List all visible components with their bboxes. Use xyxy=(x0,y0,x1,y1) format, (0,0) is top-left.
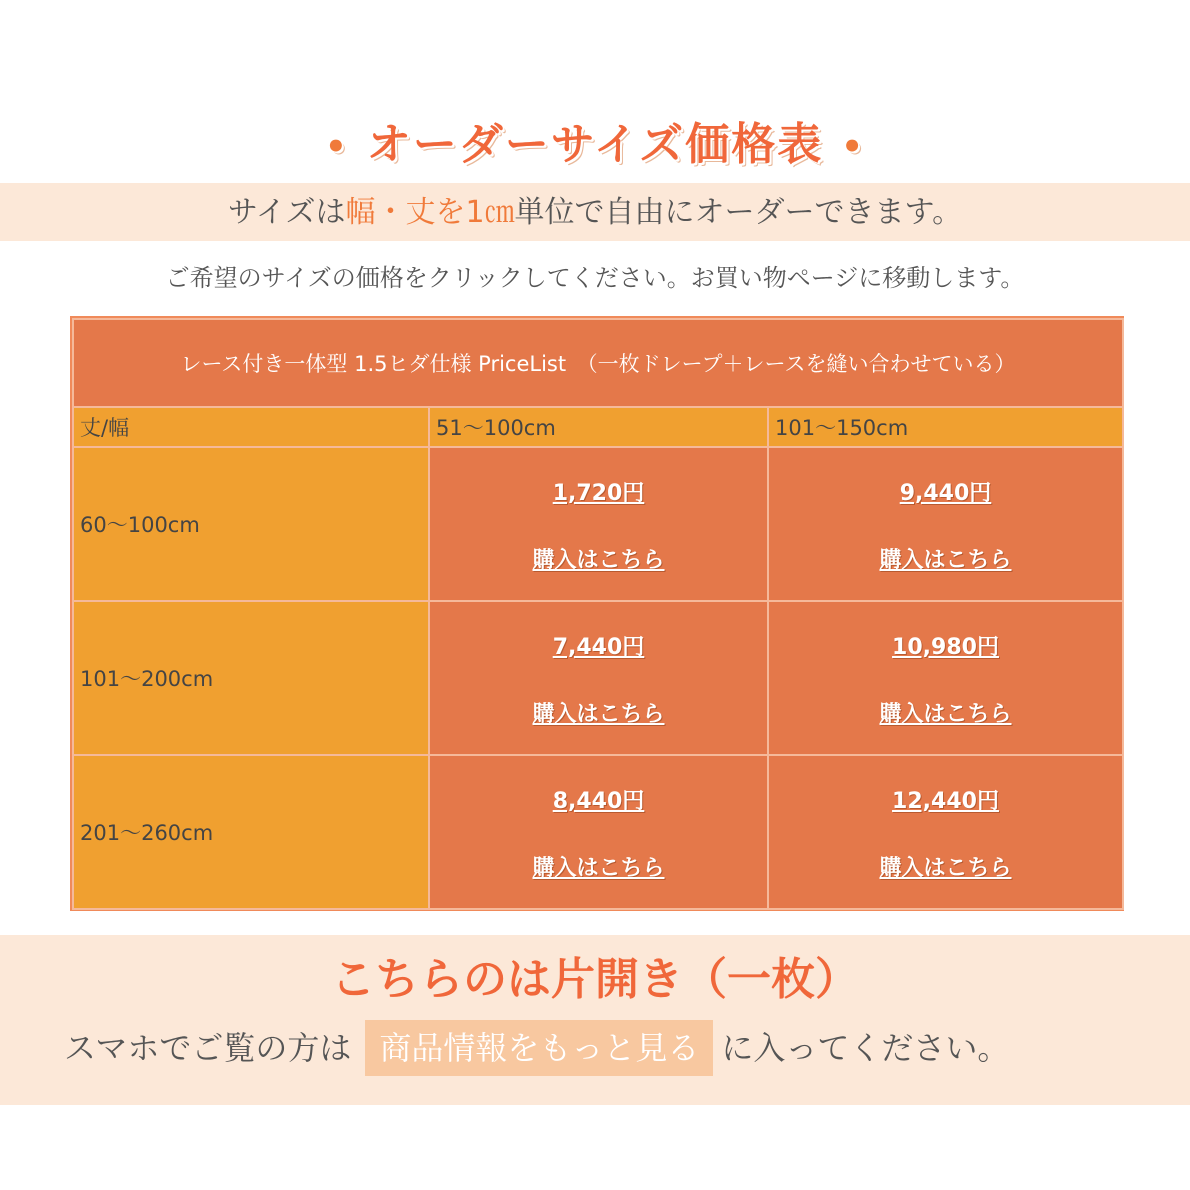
column-header: 51～100cm xyxy=(429,407,768,447)
row-label: 201～260cm xyxy=(73,755,429,909)
bottom-instruction xyxy=(64,1020,1144,1076)
title-text: オーダーサイズ価格表 xyxy=(366,119,824,170)
bottom-text-before: スマホでご覧の方は xyxy=(64,1029,352,1067)
row-label: 60～100cm xyxy=(73,447,429,601)
price-link[interactable]: 12,440円 xyxy=(892,789,999,814)
subtitle-part1: サイズは xyxy=(227,195,346,230)
buy-link[interactable]: 購入はこちら xyxy=(879,702,1012,727)
price-link[interactable]: 10,980円 xyxy=(892,635,999,660)
bottom-title: こちらのは片開き（一枚） xyxy=(331,954,859,1005)
instruction-text: ご希望のサイズの価格をクリックしてください。お買い物ページに移動します。 xyxy=(165,264,1025,292)
price-link[interactable]: 8,440円 xyxy=(552,789,645,814)
price-link[interactable]: 7,440円 xyxy=(552,635,645,660)
table-row xyxy=(73,601,1123,755)
bottom-text-after: に入ってください。 xyxy=(721,1029,1010,1067)
price-link[interactable]: 9,440円 xyxy=(899,481,992,506)
price-cell xyxy=(768,601,1123,755)
subtitle-part3: 単位で自由にオーダーできます。 xyxy=(514,195,963,230)
buy-link[interactable]: 購入はこちら xyxy=(879,548,1012,573)
subtitle xyxy=(0,188,1190,238)
title-dot-left: • xyxy=(325,127,349,167)
page-title xyxy=(0,108,1190,168)
table-caption: レース付き一体型 1.5ヒダ仕様 PriceList （一枚ドレープ＋レースを縫い合わせている） xyxy=(73,319,1123,407)
price-table xyxy=(72,318,1124,910)
row-label: 101～200cm xyxy=(73,601,429,755)
subtitle-highlight: 幅・丈を1㎝ xyxy=(345,195,515,230)
price-cell xyxy=(768,447,1123,601)
corner-label: 丈/幅 xyxy=(73,407,429,447)
price-table-container xyxy=(70,316,1124,911)
price-cell xyxy=(429,447,768,601)
buy-link[interactable]: 購入はこちら xyxy=(532,856,665,881)
buy-link[interactable]: 購入はこちら xyxy=(532,548,665,573)
title-dot-right: • xyxy=(841,127,865,167)
table-row xyxy=(73,447,1123,601)
buy-link[interactable]: 購入はこちら xyxy=(532,702,665,727)
more-info-button[interactable]: 商品情報をもっと見る xyxy=(365,1020,713,1076)
price-cell xyxy=(429,755,768,909)
column-header: 101～150cm xyxy=(768,407,1123,447)
price-cell xyxy=(429,601,768,755)
price-link[interactable]: 1,720円 xyxy=(552,481,645,506)
price-cell xyxy=(768,755,1123,909)
table-row xyxy=(73,755,1123,909)
buy-link[interactable]: 購入はこちら xyxy=(879,856,1012,881)
